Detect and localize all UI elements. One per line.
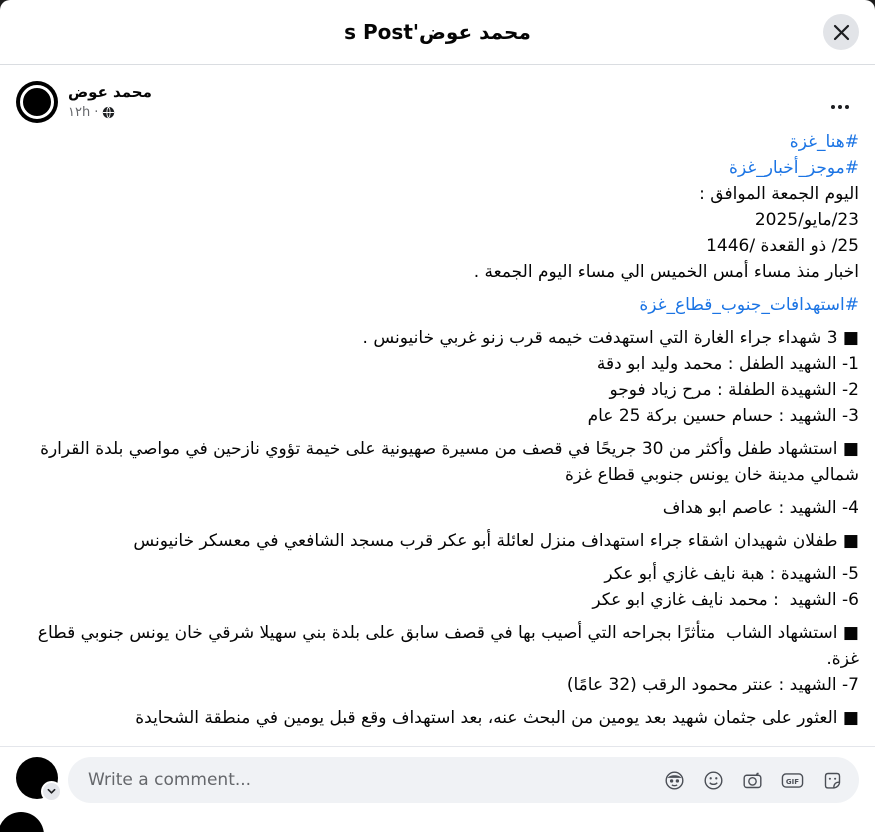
post-line: ■ 3 شهداء جراء الغارة التي استهدفت خيمه قرب زنو غربي خانيونس . [362, 328, 859, 348]
post-line: 23/مايو/2025 [754, 210, 859, 230]
post-line: 3- الشهيد : حسام حسين بركة 25 عام [587, 406, 859, 426]
post-line: 5- الشهيدة : هبة نايف غازي أبو عكر [604, 564, 859, 584]
comment-input-pill[interactable] [68, 757, 859, 803]
close-button[interactable] [823, 14, 859, 50]
sticker-icon[interactable] [820, 768, 845, 793]
close-icon [833, 24, 850, 41]
svg-text:GIF: GIF [785, 777, 800, 786]
post-line: 6- الشهيد : محمد نايف غازي ابو عكر [592, 590, 859, 610]
avatar-sticker-icon[interactable] [662, 768, 687, 793]
chevron-down-icon[interactable] [41, 781, 62, 802]
globe-icon [102, 106, 115, 119]
post-line: ■ العثور على جثمان شهيد بعد يومين من البحث عنه، بعد استهداف وقع قبل يومين في منطقة الشحايدة [135, 708, 859, 728]
post-paragraph [16, 436, 859, 488]
post-paragraph [16, 495, 859, 521]
modal-header [0, 0, 875, 65]
post-paragraph [16, 620, 859, 698]
author-name[interactable]: محمد عوض [68, 83, 152, 101]
post-text [0, 123, 875, 746]
post-line: 2- الشهيدة الطفلة : مرح زياد فوجو [609, 380, 859, 400]
post-paragraph [16, 292, 859, 318]
author-avatar[interactable] [16, 81, 58, 123]
next-comment-avatar[interactable] [0, 812, 44, 832]
ellipsis-icon [831, 105, 835, 109]
post-line: اخبار منذ مساء أمس الخميس الي مساء اليوم الجمعة . [473, 262, 859, 282]
post-line: 7- الشهيد : عنتر محمود الرقب (32 عامًا) [566, 675, 859, 695]
post-paragraph [16, 705, 859, 731]
post-line: 25/ ذو القعدة /1446 [706, 236, 859, 256]
post-paragraph [16, 561, 859, 613]
post-line: اليوم الجمعة الموافق : [699, 184, 859, 204]
composer-icons [662, 768, 845, 793]
post-paragraph [16, 528, 859, 554]
post-line: ■ استشهاد الشاب متأثرًا بجراحه التي أصيب بها في قصف سابق على بلدة بني سهيلا شرقي خان يونس جنوبي قطاع غزة. [32, 623, 859, 669]
avatar-ring [20, 85, 54, 119]
camera-icon[interactable] [740, 768, 765, 793]
hashtag-link[interactable]: #استهدافات_جنوب_قطاع_غزة [639, 295, 859, 315]
modal-title: محمد عوض's Post [344, 20, 531, 44]
post-meta [68, 105, 152, 120]
post-line: 1- الشهيد الطفل : محمد وليد ابو دقة [596, 354, 859, 374]
post-options-button[interactable] [825, 99, 855, 115]
author-block [68, 81, 152, 120]
commenter-avatar[interactable] [16, 757, 58, 799]
post-line: ■ استشهاد طفل وأكثر من 30 جريحًا في قصف من مسيرة صهيونية على خيمة تؤوي نازحين في مواصي بلدة القرارة شمالي مدينة خان يونس جنوبي قطاع غزة [34, 439, 859, 485]
meta-separator: · [94, 105, 99, 120]
hashtag-link[interactable]: #هنا_غزة [789, 132, 859, 152]
emoji-icon[interactable] [701, 768, 726, 793]
post-timestamp[interactable]: ١٢h [68, 105, 91, 120]
comment-input[interactable] [86, 769, 662, 791]
post-paragraph [16, 129, 859, 285]
post-line: 4- الشهيد : عاصم ابو هداف [662, 498, 859, 518]
post-paragraph [16, 325, 859, 429]
gif-icon[interactable] [779, 768, 806, 793]
post-line: ■ طفلان شهيدان اشقاء جراء استهداف منزل لعائلة أبو عكر قرب مسجد الشافعي في معسكر خانيونس [133, 531, 859, 551]
post-header [0, 65, 875, 123]
hashtag-link[interactable]: #موجز_أخبار_غزة [729, 158, 859, 178]
comment-composer [0, 746, 875, 832]
